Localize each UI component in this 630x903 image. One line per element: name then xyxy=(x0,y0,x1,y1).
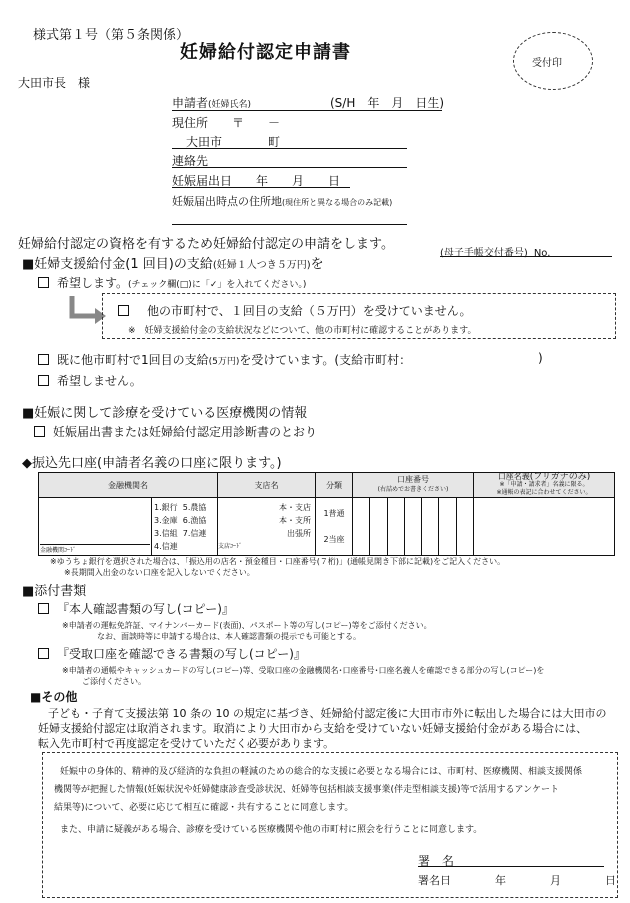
other-heading: ■その他 xyxy=(30,690,78,704)
account-number-cell[interactable] xyxy=(353,498,474,556)
attach-id-note1: ※申請者の運転免許証、マイナンバーカード(表面)、パスポート等の写し(コピー)等をご添付ください。 xyxy=(62,621,432,630)
signature-date: 署名日 年 月 日 xyxy=(418,874,616,887)
reception-stamp-label: 受付印 xyxy=(532,58,562,69)
branch-code-label: 支店ｺｰﾄﾞ xyxy=(218,542,243,550)
attach-account-note2: ご添付ください。 xyxy=(82,677,146,686)
col-account-type: 分類 xyxy=(316,473,353,498)
pregnancy-address-label: 妊娠届出時点の住所地(現住所と異なる場合のみ記載) xyxy=(172,195,393,208)
account-holder-cell[interactable] xyxy=(474,498,615,556)
bank-account-table xyxy=(38,472,615,556)
pregnancy-address-line[interactable] xyxy=(172,224,407,225)
page-title: 妊婦給付認定申請書 xyxy=(180,42,351,63)
medical-option-row: 妊娠届出書または妊婦給付認定用診断書のとおり xyxy=(34,423,317,440)
attach-item-account: 『受取口座を確認できる書類の写し(コピー)』 xyxy=(38,645,306,662)
col-branch-name: 支店名 xyxy=(218,473,316,498)
branch-name-cell[interactable]: 本・支店 本・支所 出張所 支店ｺｰﾄﾞ xyxy=(218,498,316,556)
account-copy-checkbox[interactable] xyxy=(38,648,49,659)
pregnancy-date-line[interactable] xyxy=(172,187,350,188)
addressee: 大田市長 様 xyxy=(18,76,91,90)
attach-id-note2: なお、面談時等に申請する場合は、本人確認書類の提示でも可能とする。 xyxy=(97,632,361,641)
other-line-3: 転入先市町村で再度認定を受けていただく必要があります。 xyxy=(38,737,335,750)
signature-line[interactable] xyxy=(418,866,604,867)
option-want-row: 希望します。(チェック欄(□)に「✓」を入れてください。) xyxy=(38,274,306,291)
contact-label: 連絡先 xyxy=(172,154,209,168)
bank-note-yucho: ※ゆうちょ銀行を選択された場合は、「振込用の店名・預金種目・口座番号(７桁)」(通帳見開き下部に記載)をご記入ください。 xyxy=(50,557,506,566)
form-number: 様式第１号（第５条関係） xyxy=(33,28,190,43)
signature-label: 署 名 xyxy=(418,854,455,868)
application-statement: 妊婦給付認定の資格を有するため妊婦給付認定の申請をします。 xyxy=(18,237,394,252)
address-label: 現住所 〒 － xyxy=(172,116,281,130)
city-label: 大田市 xyxy=(186,135,223,149)
pregnancy-date-label: 妊娠届出日 年 月 日 xyxy=(172,174,341,188)
handbook-number-label: (母子手帳交付番号) No. xyxy=(440,248,551,259)
bank-heading: ◆振込先口座(申請者名義の口座に限ります。) xyxy=(22,456,282,471)
other-line-1: 子ども・子育て支援法第 10 条の 10 の規定に基づき、妊婦給付認定後に大田市市外に転出した場合には大田市の xyxy=(48,707,607,720)
birth-date-label: (S/H 年 月 日生) xyxy=(330,96,445,110)
town-label: 町 xyxy=(268,135,281,149)
bank-note-dormant: ※長期間入出金のない口座を記入しないでください。 xyxy=(64,568,255,577)
already-received-checkbox[interactable] xyxy=(38,354,49,365)
consent-line-3: 結果等)について、必要に応じて相互に確認・共有することに同意します。 xyxy=(54,803,354,813)
address-line[interactable] xyxy=(172,148,407,149)
support-heading: ■妊婦支援給付金(1 回目)の支給(妊婦１人つき５万円)を xyxy=(22,257,324,272)
want-checkbox[interactable] xyxy=(38,277,49,288)
consent-line-2: 機関等が把握した情報(妊娠状況や妊婦健康診査受診状況、妊婦等包括相談支援事業(伴走型相談支援)等で活用するアンケート xyxy=(54,785,559,795)
id-copy-checkbox[interactable] xyxy=(38,603,49,614)
option-received-row: 既に他市町村で1回目の支給(5万円)を受けています。(支給市町村： xyxy=(38,351,411,368)
bank-name-cell[interactable] xyxy=(39,498,152,556)
other-line-2: 妊婦支援給付認定は取消されます。取消により大田市から支給を受けていない妊婦支援給付金がある場合には、 xyxy=(38,722,588,735)
bank-code-label: 金融機関ｺｰﾄﾞ xyxy=(40,544,150,554)
handbook-number-line[interactable] xyxy=(440,256,612,257)
medical-checkbox[interactable] xyxy=(34,426,45,437)
col-account-number: 口座番号 (右詰めでお書きください) xyxy=(353,473,474,498)
not-received-checkbox[interactable] xyxy=(118,305,129,316)
medical-heading: ■妊娠に関して診療を受けている医療機関の情報 xyxy=(22,406,308,421)
attach-heading: ■添付書類 xyxy=(22,584,87,599)
consent-line-1: 妊娠中の身体的、精神的及び経済的な負担の軽減のための総合的な支援に必要となる場合には、市町村、医療機関、相談支援関係 xyxy=(60,767,583,777)
account-type-cell[interactable]: 1普通 2当座 xyxy=(316,498,353,556)
option-no-row: 希望しません。 xyxy=(38,372,142,389)
attach-account-note1: ※申請者の通帳やキャッシュカードの写し(コピー)等、受取口座の金融機関名･口座番号･口座名義人を確認できる部分の写し(コピー)を xyxy=(62,666,545,675)
applicant-label: 申請者(妊婦氏名) xyxy=(172,96,252,110)
sub-option-row: 他の市町村で、１回目の支給（５万円）を受けていません。 xyxy=(118,302,471,319)
bank-type-cell[interactable]: 1.銀行 5.農協 3.金庫 6.漁協 3.信組 7.信連 4.信連 xyxy=(152,498,218,556)
consent-line-4: また、申請に疑義がある場合、診療を受けている医療機関や他の市町村に照会を行うことに同意します。 xyxy=(60,825,483,835)
received-city-close: ) xyxy=(538,351,543,365)
col-account-holder: 口座名義(フリガナのみ) ※「申請・請求者」名義に限る。 ※通帳の表記に合わせてください。 xyxy=(474,473,615,498)
attach-item-id: 『本人確認書類の写し(コピー)』 xyxy=(38,600,234,617)
not-wanted-checkbox[interactable] xyxy=(38,375,49,386)
sub-option-note: ※ 妊婦支援給付金の支給状況などについて、他の市町村に確認することがあります。 xyxy=(128,326,477,336)
applicant-name-line[interactable] xyxy=(172,110,442,111)
contact-line[interactable] xyxy=(172,167,407,168)
col-bank-name: 金融機関名 xyxy=(39,473,218,498)
